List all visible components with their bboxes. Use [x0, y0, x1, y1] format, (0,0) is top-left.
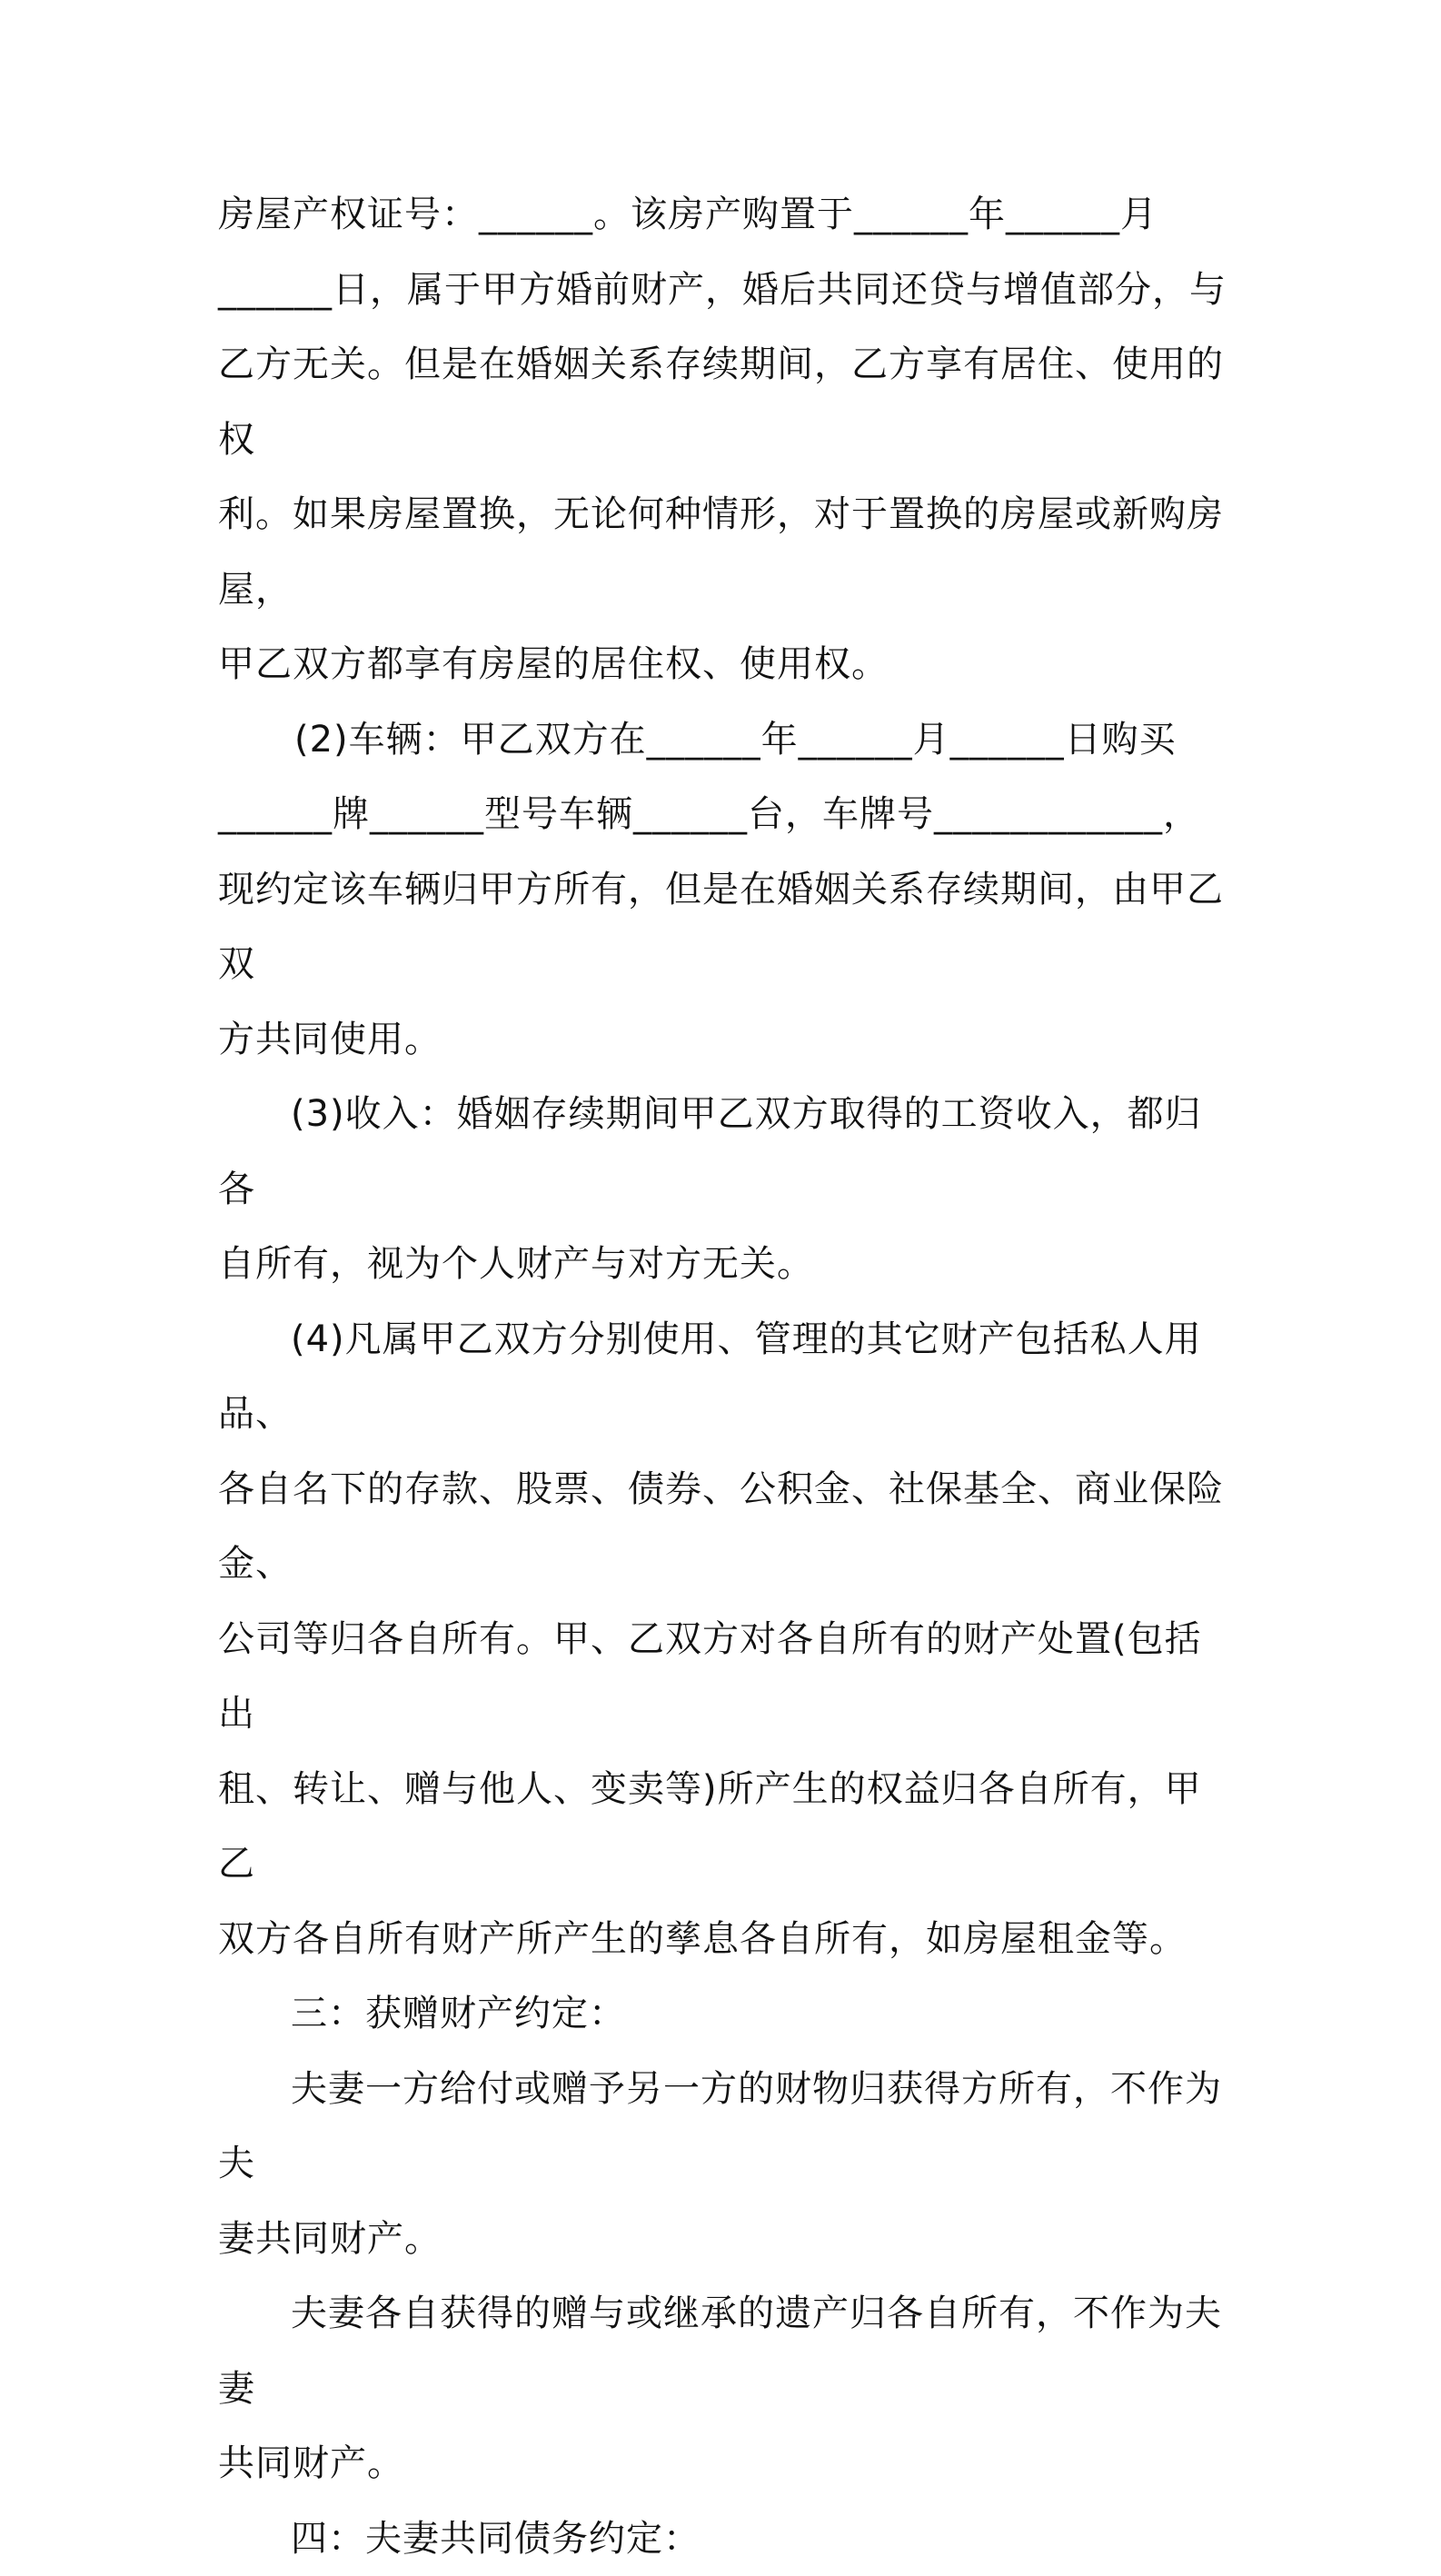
text-line: (3)收入：婚姻存续期间甲乙双方取得的工资收入，都归各	[218, 1093, 1202, 1210]
document-body	[218, 177, 1236, 2576]
text-line: 妻共同财产。	[218, 2218, 442, 2260]
other-property-paragraph	[218, 1302, 1236, 1977]
text-line: 公司等归各自所有。甲、乙双方对各自所有的财产处置(包括出	[218, 1618, 1202, 1736]
text-line: 四：夫妻共同债务约定：	[291, 2518, 701, 2560]
inheritance-paragraph	[218, 2276, 1236, 2501]
text-line: ______牌______型号车辆______台，车牌号____________，	[218, 793, 1200, 835]
spousal-gift-paragraph	[218, 2052, 1236, 2277]
text-line: 乙方无关。但是在婚姻关系存续期间，乙方享有居住、使用的权	[218, 343, 1224, 461]
text-line: 租、转让、赠与他人、变卖等)所产生的权益归各自所有，甲乙	[218, 1768, 1202, 1885]
vehicle-paragraph	[218, 702, 1236, 1078]
text-line: 共同财产。	[218, 2442, 404, 2484]
text-line: 甲乙双方都享有房屋的居住权、使用权。	[218, 643, 889, 685]
text-line: 夫妻一方给付或赠予另一方的财物归获得方所有，不作为夫	[218, 2068, 1222, 2185]
text-line: ______日，属于甲方婚前财产，婚后共同还贷与增值部分，与	[218, 269, 1227, 311]
text-line: 现约定该车辆归甲方所有，但是在婚姻关系存续期间，由甲乙双	[218, 869, 1224, 986]
text-line: (2)车辆：甲乙双方在______年______月______日购买	[294, 719, 1177, 761]
text-line: 自所有，视为个人财产与对方无关。	[218, 1243, 814, 1285]
section-heading-gift-property	[218, 1976, 1236, 2052]
text-line: 房屋产权证号：______。该房产购置于______年______月	[218, 194, 1158, 235]
property-deed-paragraph	[218, 177, 1236, 702]
text-line: 夫妻各自获得的赠与或继承的遗产归各自所有，不作为夫妻	[218, 2293, 1222, 2410]
text-line: 方共同使用。	[218, 1019, 442, 1060]
text-line: 双方各自所有财产所产生的孳息各自所有，如房屋租金等。	[218, 1918, 1187, 1960]
section-heading-joint-debt	[218, 2501, 1236, 2576]
text-line: 各自名下的存款、股票、债券、公积金、社保基全、商业保险金、	[218, 1468, 1224, 1586]
income-paragraph	[218, 1077, 1236, 1302]
text-line: (4)凡属甲乙双方分别使用、管理的其它财产包括私人用品、	[218, 1318, 1202, 1436]
text-line: 利。如果房屋置换，无论何种情形，对于置换的房屋或新购房屋，	[218, 493, 1224, 611]
text-line: 三：获赠财产约定：	[291, 1993, 626, 2034]
